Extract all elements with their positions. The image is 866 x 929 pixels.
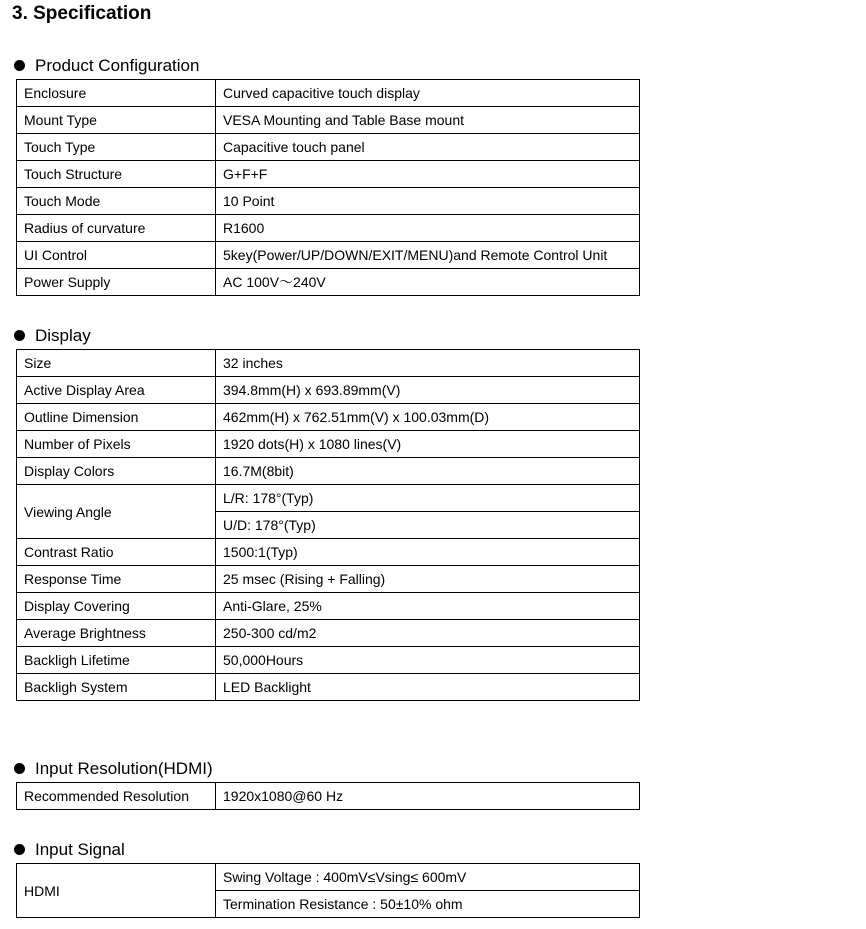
- spec-value: R1600: [216, 215, 640, 242]
- spec-label: Enclosure: [17, 80, 216, 107]
- spec-label: Display Covering: [17, 593, 216, 620]
- spec-value: 1500:1(Typ): [216, 539, 640, 566]
- table-row: [17, 107, 640, 134]
- spec-label: Active Display Area: [17, 377, 216, 404]
- spec-label: HDMI: [17, 864, 216, 918]
- input-signal-table: [16, 863, 640, 918]
- page-title: 3. Specification: [12, 3, 152, 24]
- table-row: [17, 593, 640, 620]
- spec-label: Viewing Angle: [17, 485, 216, 539]
- spec-label: Radius of curvature: [17, 215, 216, 242]
- table-row: [17, 620, 640, 647]
- table-row: [17, 783, 640, 810]
- table-row: [17, 404, 640, 431]
- bullet-icon: [14, 60, 25, 71]
- spec-value: VESA Mounting and Table Base mount: [216, 107, 640, 134]
- spec-value: Swing Voltage : 400mV≤Vsing≤ 600mV: [216, 864, 640, 891]
- spec-label: Display Colors: [17, 458, 216, 485]
- section-heading-label: Product Configuration: [35, 56, 200, 75]
- spec-value: 50,000Hours: [216, 647, 640, 674]
- product-configuration-table: [16, 79, 640, 296]
- table-row: [17, 161, 640, 188]
- section-heading-input-signal: [14, 840, 125, 860]
- table-row: [17, 377, 640, 404]
- spec-value: 16.7M(8bit): [216, 458, 640, 485]
- table-row: [17, 215, 640, 242]
- table-row: [17, 431, 640, 458]
- section-heading-display: [14, 326, 91, 346]
- table-row: [17, 80, 640, 107]
- spec-label: Number of Pixels: [17, 431, 216, 458]
- display-table: [16, 349, 640, 701]
- spec-label: Backligh Lifetime: [17, 647, 216, 674]
- table-row: [17, 647, 640, 674]
- spec-value: Termination Resistance : 50±10% ohm: [216, 891, 640, 918]
- table-row: [17, 539, 640, 566]
- section-heading-label: Input Signal: [35, 840, 125, 859]
- table-row: [17, 485, 640, 512]
- spec-value: Anti-Glare, 25%: [216, 593, 640, 620]
- spec-label: Touch Type: [17, 134, 216, 161]
- table-row: [17, 350, 640, 377]
- section-heading-label: Display: [35, 326, 91, 345]
- spec-value: LED Backlight: [216, 674, 640, 701]
- spec-value: 25 msec (Rising + Falling): [216, 566, 640, 593]
- table-row: [17, 269, 640, 296]
- spec-value: 1920x1080@60 Hz: [216, 783, 640, 810]
- spec-value: 1920 dots(H) x 1080 lines(V): [216, 431, 640, 458]
- spec-value: 5key(Power/UP/DOWN/EXIT/MENU)and Remote Control Unit: [216, 242, 640, 269]
- spec-value: 394.8mm(H) x 693.89mm(V): [216, 377, 640, 404]
- spec-label: Touch Structure: [17, 161, 216, 188]
- spec-label: Contrast Ratio: [17, 539, 216, 566]
- spec-label: Touch Mode: [17, 188, 216, 215]
- spec-label: Outline Dimension: [17, 404, 216, 431]
- spec-label: Response Time: [17, 566, 216, 593]
- bullet-icon: [14, 844, 25, 855]
- spec-value: 32 inches: [216, 350, 640, 377]
- spec-label: Recommended Resolution: [17, 783, 216, 810]
- spec-value: U/D: 178°(Typ): [216, 512, 640, 539]
- spec-label: Power Supply: [17, 269, 216, 296]
- spec-value: G+F+F: [216, 161, 640, 188]
- spec-value: Curved capacitive touch display: [216, 80, 640, 107]
- table-row: [17, 242, 640, 269]
- table-row: [17, 864, 640, 891]
- spec-value: AC 100V～240V: [216, 269, 640, 296]
- section-heading-input-resolution: [14, 759, 213, 779]
- section-heading-label: Input Resolution(HDMI): [35, 759, 213, 778]
- table-row: [17, 188, 640, 215]
- spec-label: Average Brightness: [17, 620, 216, 647]
- spec-value: L/R: 178°(Typ): [216, 485, 640, 512]
- spec-label: UI Control: [17, 242, 216, 269]
- table-row: [17, 566, 640, 593]
- table-row: [17, 458, 640, 485]
- spec-value: 462mm(H) x 762.51mm(V) x 100.03mm(D): [216, 404, 640, 431]
- spec-value: Capacitive touch panel: [216, 134, 640, 161]
- spec-value: 10 Point: [216, 188, 640, 215]
- bullet-icon: [14, 763, 25, 774]
- section-heading-product-configuration: [14, 56, 199, 76]
- input-resolution-table: [16, 782, 640, 810]
- spec-label: Mount Type: [17, 107, 216, 134]
- spec-label: Backligh System: [17, 674, 216, 701]
- spec-value: 250-300 cd/m2: [216, 620, 640, 647]
- table-row: [17, 134, 640, 161]
- spec-label: Size: [17, 350, 216, 377]
- bullet-icon: [14, 330, 25, 341]
- table-row: [17, 674, 640, 701]
